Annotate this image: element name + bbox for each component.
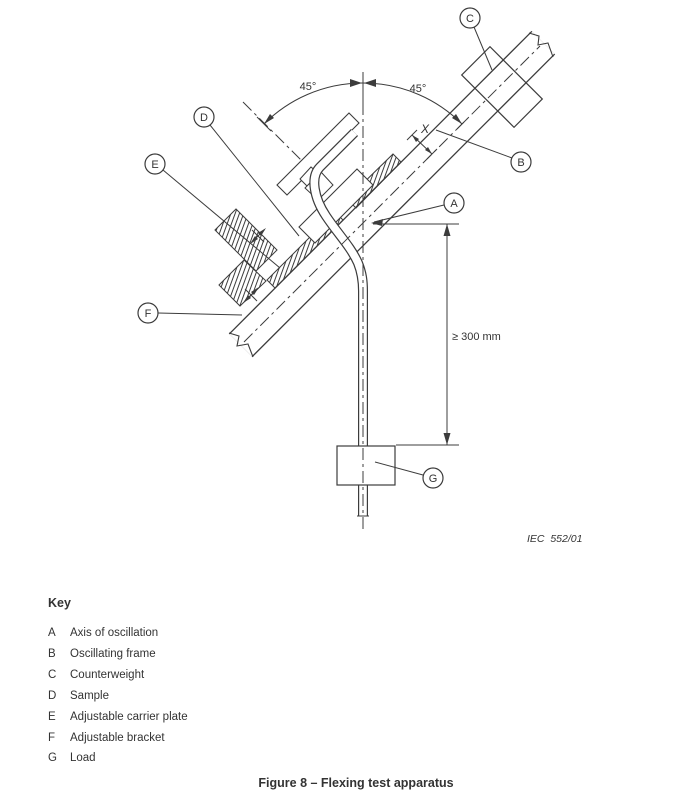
figure-caption: Figure 8 – Flexing test apparatus (258, 776, 454, 790)
svg-text:B: B (517, 157, 525, 169)
label-c (460, 8, 480, 28)
leader-c (474, 27, 492, 70)
leader-e (163, 170, 280, 268)
key-item-label: Axis of oscillation (70, 627, 159, 639)
key-item-label: Sample (70, 689, 109, 702)
key-block (48, 596, 188, 769)
key-item-b (48, 644, 188, 665)
label-a (444, 193, 464, 213)
key-item-letter: A (48, 627, 56, 639)
label-d (194, 107, 214, 127)
key-item-letter: F (48, 731, 56, 744)
x-offset-label: X (421, 122, 430, 136)
key-item-g (48, 748, 188, 769)
label-g (423, 468, 443, 488)
leader-f (158, 313, 242, 315)
svg-text:F: F (144, 308, 152, 320)
label-b (511, 152, 531, 172)
key-item-label: Load (70, 752, 96, 765)
key-item-d (48, 686, 188, 707)
svg-text:E: E (151, 159, 159, 171)
key-title: Key (48, 596, 71, 610)
svg-text:A: A (450, 198, 458, 210)
key-item-c (48, 665, 188, 686)
key-item-letter: E (48, 710, 56, 723)
label-e (145, 154, 165, 174)
key-item-letter: D (48, 689, 57, 702)
key-item-a (48, 623, 188, 644)
key-item-label: Adjustable bracket (70, 731, 165, 744)
key-item-label: Adjustable carrier plate (70, 710, 188, 723)
length-dimension (373, 224, 501, 445)
angle-right-label: 45° (409, 83, 427, 95)
svg-text:G: G (428, 473, 438, 485)
svg-text:D: D (200, 112, 208, 124)
svg-text:C: C (466, 13, 474, 25)
key-item-e (48, 707, 188, 728)
angle-dimension (257, 79, 467, 131)
key-item-letter: C (48, 668, 57, 681)
label-f (138, 303, 158, 323)
key-item-letter: B (48, 647, 56, 660)
key-item-label: Counterweight (70, 668, 145, 681)
key-item-label: Oscillating frame (70, 647, 156, 660)
iec-reference: IEC 552/01 (527, 533, 583, 545)
key-item-f (48, 728, 188, 749)
angle-left-label: 45° (299, 81, 317, 93)
min-length-label: ≥ 300 mm (452, 331, 501, 343)
key-item-letter: G (48, 752, 57, 765)
